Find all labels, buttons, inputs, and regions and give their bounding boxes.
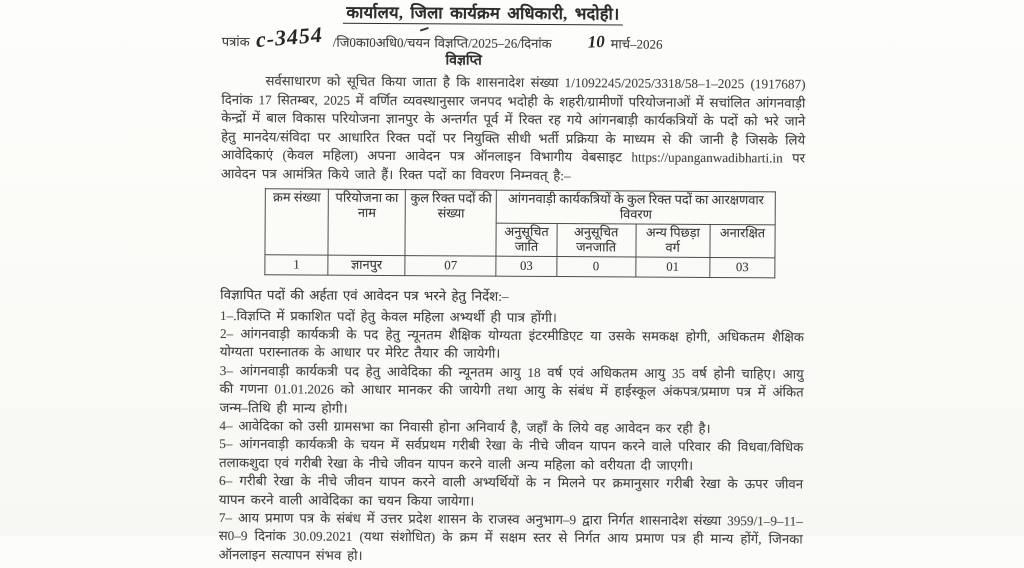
notice-document xyxy=(219,2,806,568)
cell-st: 0 xyxy=(556,256,635,276)
table-row xyxy=(265,254,775,277)
intro-paragraph: सर्वसाधारण को सूचित किया जाता है कि शासनादेश संख्या 1/1092245/2025/3318/58–1–2025 (1917687) दिनांक 17 सितम्बर, 2025 में वर्णित व्यवस्थानुसार जनपद भदोही के शहरी/ग्रामीणों परियोजनाओं में सचांलित आंगनवाड़ी केन्द्रों में बाल विकास परियोजना ज्ञानपुर के अन्तर्गत पूर्व में रिक्त रह गये आंगनबाड़ी कार्यकत्रियों के पदों को भरे जाने हेतु मानदेय/संविदा पर आधारित रिक्त पदों पर नियुक्ति सीधी भर्ती प्रक्रिया के माध्यम से की जानी है जिसके लिये आवेदिकाएं (केवल महिला) अपना आवेदन पत्र ऑनलाइन विभागीय वेबसाइट https://upanganwadibharti.in पर आवेदन पत्र आमंत्रित किये जाते हैं। रिक्त पदों का विवरण निम्नवत् है:– xyxy=(220,73,806,184)
ref-date-month-year: मार्च–2026 xyxy=(610,36,663,52)
instruction-item-2: 2– आंगनवाड़ी कार्यकत्री के पद हेतु न्यूनतम शैक्षिक योग्यता इंटरमीडिएट या उसके समकक्ष होगी, अधिकतम शैक्षिक योग्यता परास्नातक के आधार पर मेरिट तैयार की जायेगी। xyxy=(219,325,805,362)
subheader-obc: अन्य पिछड़ा वर्ग xyxy=(636,224,710,257)
instruction-item-3: 3– आंगनवाड़ी कार्यकत्री पद हेतु आवेदिका की न्यूनतम आयु 18 वर्ष एवं अधिकतम आयु 35 वर्ष होनी चाहिए। आयु की गणना 01.01.2026 को आधार मानकर की जायेगी तथा आयु के संबंध में हाईस्कूल अंकपत्र/प्रमाण पत्र में अंकित जन्म–तिथि ही मान्य होगी। xyxy=(219,362,804,416)
handwritten-ref-number: c-3454 xyxy=(254,21,324,53)
instruction-item-7: 7– आय प्रमाण पत्र के संबंध में उत्तर प्रदेश शासन के राजस्व अनुभाग–9 द्वारा निर्गत शासनादेश संख्या 3959/1–9–11–स0–9 दिनांक 30.09.2021 (यथा संशोधित) के क्रम में सक्षम स्तर से निर्गत आय प्रमाण पत्र ही मान्य होंगें, जिनका ऑनलाइन सत्यापन संभव हो। xyxy=(218,510,803,563)
table-header-row-1 xyxy=(265,188,775,224)
instruction-item-1: 1–.विज्ञप्ति में प्रकाशित पदों हेतु केवल महिला अभ्यर्थी ही पात्र होंगी। xyxy=(220,307,558,325)
instruction-item-4: 4– आवेदिका को उसी ग्रामसभा का निवासी होना अनिवार्य है, जहाँ के लिये वह आवेदन कर रही है। xyxy=(219,417,711,436)
office-title: कार्यालय, जिला कार्यक्रम अधिकारी, भदोही। xyxy=(343,3,622,26)
instructions-heading: विज्ञापित पदों की अर्हता एवं आवेदन पत्र भरने हेतु निर्देश:– xyxy=(220,286,509,304)
instruction-item-5: 5– आंगनवाड़ी कार्यकत्री के चयन में सर्वप्रथम गरीबी रेखा के नीचे जीवन यापन करने वाले परिवार की विधवा/विधिक तलाकशुदा एवं गरीबी रेखा के नीचे जीवन यापन करने वाली अन्य महिला को वरीयता दी जाएगी। xyxy=(219,436,804,473)
header-serial: क्रम संख्या xyxy=(265,188,329,254)
pen-stroke-mark xyxy=(420,27,429,32)
vacancy-table xyxy=(264,188,776,278)
subheader-st: अनुसूचित जनजाति xyxy=(556,223,635,256)
header-reservation-detail: आंगनवाड़ी कार्यकत्रियों के कुल रिक्त पदों का आरक्षणवार विवरण xyxy=(497,190,776,225)
cell-sc: 03 xyxy=(496,256,556,276)
header-project: परियोजना का नाम xyxy=(328,189,406,255)
reference-line xyxy=(221,21,806,55)
cell-project-name: ज्ञानपुर xyxy=(328,255,405,275)
instructions-list xyxy=(219,307,805,568)
subheader-unreserved: अनारक्षित xyxy=(710,224,775,257)
cell-obc: 01 xyxy=(636,257,710,277)
cell-total: 07 xyxy=(405,255,496,276)
ref-middle-text: /जि0का0अधि0/चयन विज्ञप्ति/2025–26/दिनांक xyxy=(332,34,552,52)
notice-heading: विज्ञप्ति xyxy=(445,53,482,69)
cell-serial: 1 xyxy=(265,254,328,274)
ref-label: पत्रांक xyxy=(221,33,250,50)
instruction-item-6: 6– गरीबी रेखा के नीचे जीवन यापन करने वाली अभ्यर्थियों के न मिलने पर क्रमानुसार गरीबी रेखा के ऊपर जीवन यापन करने वाली आवेदिका का चयन किया जायेगा। xyxy=(218,473,804,509)
cell-unreserved: 03 xyxy=(710,257,775,277)
header-total-posts: कुल रिक्त पदों की संख्या xyxy=(405,189,497,256)
subheader-sc: अनुसूचित जाति xyxy=(496,223,556,256)
handwritten-date-day: 10 xyxy=(587,31,606,52)
